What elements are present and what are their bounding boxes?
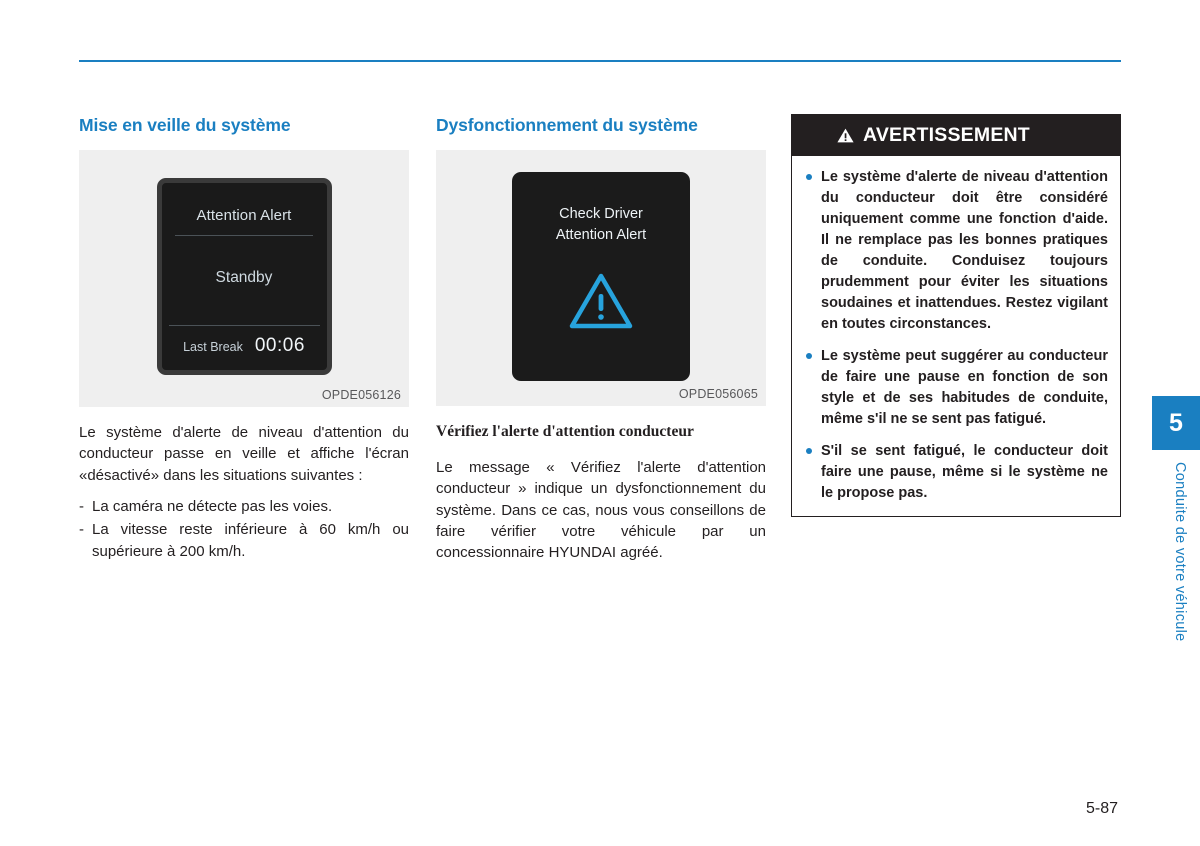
column-standby	[79, 114, 409, 564]
figure-malfunction-cluster	[436, 150, 766, 406]
figure-standby-cluster	[79, 150, 409, 407]
list-item: S'il se sent fatigué, le conducteur doit faire une pause, même si le système ne le propose pas.	[804, 441, 1108, 504]
cluster-title: Attention Alert	[196, 207, 292, 225]
last-break-label: Last Break	[183, 340, 243, 355]
warning-title: AVERTISSEMENT	[863, 124, 1030, 146]
cluster-divider-bottom	[169, 325, 320, 326]
warning-triangle-icon	[837, 128, 854, 143]
list-item: Le système peut suggérer au conducteur de faire une pause en fonction de son style et de ses habitudes de conduite, même s'il ne se sent pas fatigué.	[804, 346, 1108, 430]
subsection-title-check-alert: Vérifiez l'alerte d'attention conducteur	[436, 423, 694, 441]
cluster-display-malfunction	[512, 172, 690, 381]
last-break-time: 00:06	[254, 335, 305, 357]
cluster-status: Standby	[215, 269, 273, 287]
warning-triangle-icon	[568, 272, 634, 330]
list-item: - La vitesse reste inférieure à 60 km/h ou supérieure à 200 km/h.	[79, 519, 409, 562]
page-number: 5-87	[1085, 800, 1118, 817]
cluster-display-standby	[157, 178, 332, 375]
list-item: - La caméra ne détecte pas les voies.	[79, 496, 409, 517]
section-title-malfunction: Dysfonctionnement du système	[436, 115, 698, 135]
standby-conditions-list	[79, 496, 409, 562]
header-rule	[79, 60, 1121, 62]
cluster-message-line2: Attention Alert	[555, 227, 647, 244]
warning-bullet-list	[804, 167, 1108, 504]
warning-header	[792, 115, 1120, 156]
figure-caption-standby: OPDE056126	[321, 388, 401, 403]
warning-box	[791, 114, 1121, 517]
warning-body	[792, 156, 1120, 516]
column-warning	[791, 114, 1121, 517]
chapter-tab-number: 5	[1152, 396, 1200, 450]
section-title-standby: Mise en veille du système	[79, 115, 291, 135]
cluster-message-line1: Check Driver	[559, 206, 643, 223]
paragraph-malfunction: Le message « Vérifiez l'alerte d'attention conducteur » indique un dysfonctionnement du système. Dans ce cas, nous vous conseillons de faire vérifier votre véhicule par un concessionnaire HYUNDAI agréé.	[436, 459, 766, 562]
list-item: Le système d'alerte de niveau d'attention du conducteur doit être considéré uniquement comme une fonction d'aide. Il ne remplace pas les bonnes pratiques de conduite. Conduisez toujours prudemment pour éviter les situations soudaines et inattendues. Restez vigilant en toutes circonstances.	[804, 167, 1108, 335]
cluster-last-break	[162, 335, 327, 357]
paragraph-standby: Le système d'alerte de niveau d'attention du conducteur passe en veille et affiche l'écran «désactivé» dans les situations suivantes :	[79, 424, 409, 484]
figure-caption-malfunction: OPDE056065	[678, 387, 758, 402]
chapter-tab-label: Conduite de votre véhicule	[1172, 462, 1188, 642]
cluster-divider	[175, 235, 313, 236]
column-malfunction	[436, 114, 766, 564]
